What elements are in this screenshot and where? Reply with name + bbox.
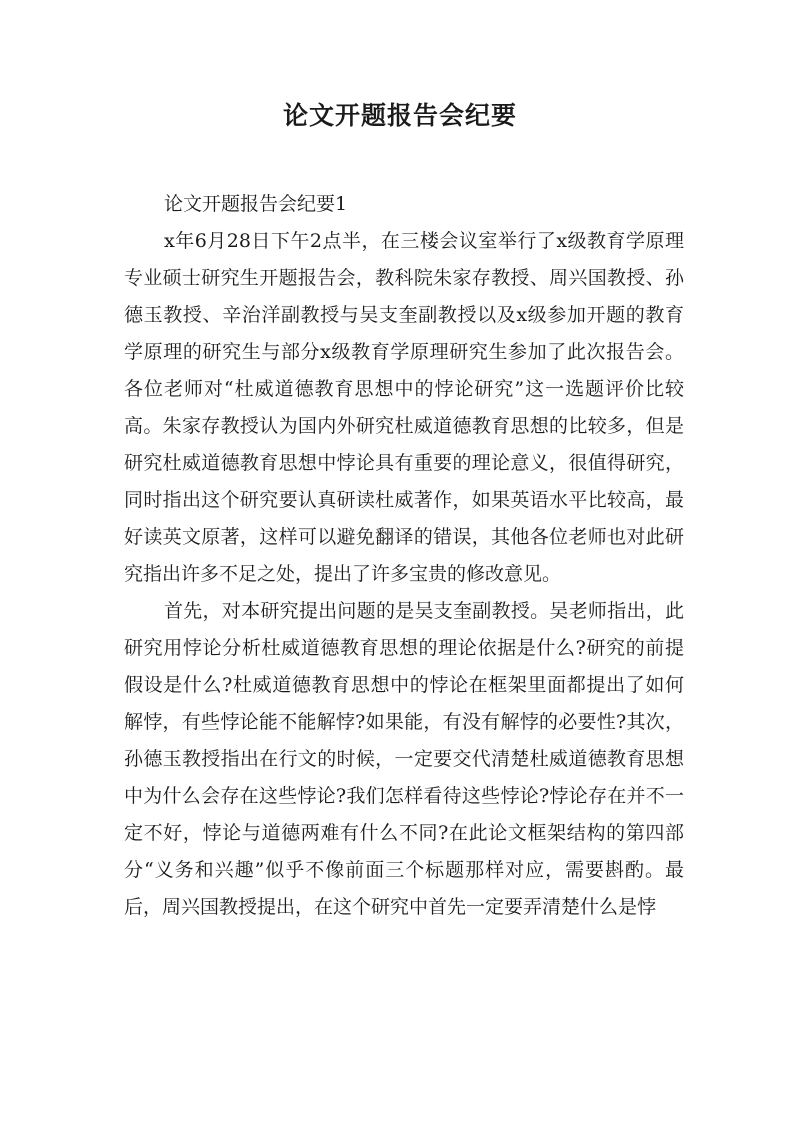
- paragraph-heading: 论文开题报告会纪要1: [164, 193, 348, 215]
- paragraph: 首先，对本研究提出问题的是吴支奎副教授。吴老师指出，此研究用悖论分析杜威道德教育思想的理论依据是什么?研究的前提假设是什么?杜威道德教育思想中的悖论在框架里面都提出了如何解悖，有些悖论能不能解悖?如果能，有没有解悖的必要性?其次，孙德玉教授指出在行文的时候，一定要交代清楚杜威道德教育思想中为什么会存在这些悖论?我们怎样看待这些悖论?悖论存在并不一定不好，悖论与道德两难有什么不同?在此论文框架结构的第四部分“义务和兴趣”似乎不像前面三个标题那样对应，需要斟酌。最后，周兴国教授提出，在这个研究中首先一定要弄清楚什么是悖: [124, 600, 684, 918]
- document-title: 论文开题报告会纪要: [282, 101, 517, 130]
- paragraph: x年6月28日下午2点半，在三楼会议室举行了x级教育学原理专业硕士研究生开题报告会，教科院朱家存教授、周兴国教授、孙德玉教授、辛治洋副教授与吴支奎副教授以及x级参加开题的教育学原理的研究生与部分x级教育学原理研究生参加了此次报告会。各位老师对“杜威道德教育思想中的悖论研究”这一选题评价比较高。朱家存教授认为国内外研究杜威道德教育思想的比较多，但是研究杜威道德教育思想中悖论具有重要的理论意义，很值得研究，同时指出这个研究要认真研读杜威著作，如果英语水平比较高，最好读英文原著，这样可以避免翻译的错误，其他各位老师也对此研究指出许多不足之处，提出了许多宝贵的修改意见。: [124, 230, 684, 585]
- document-body: [124, 186, 684, 926]
